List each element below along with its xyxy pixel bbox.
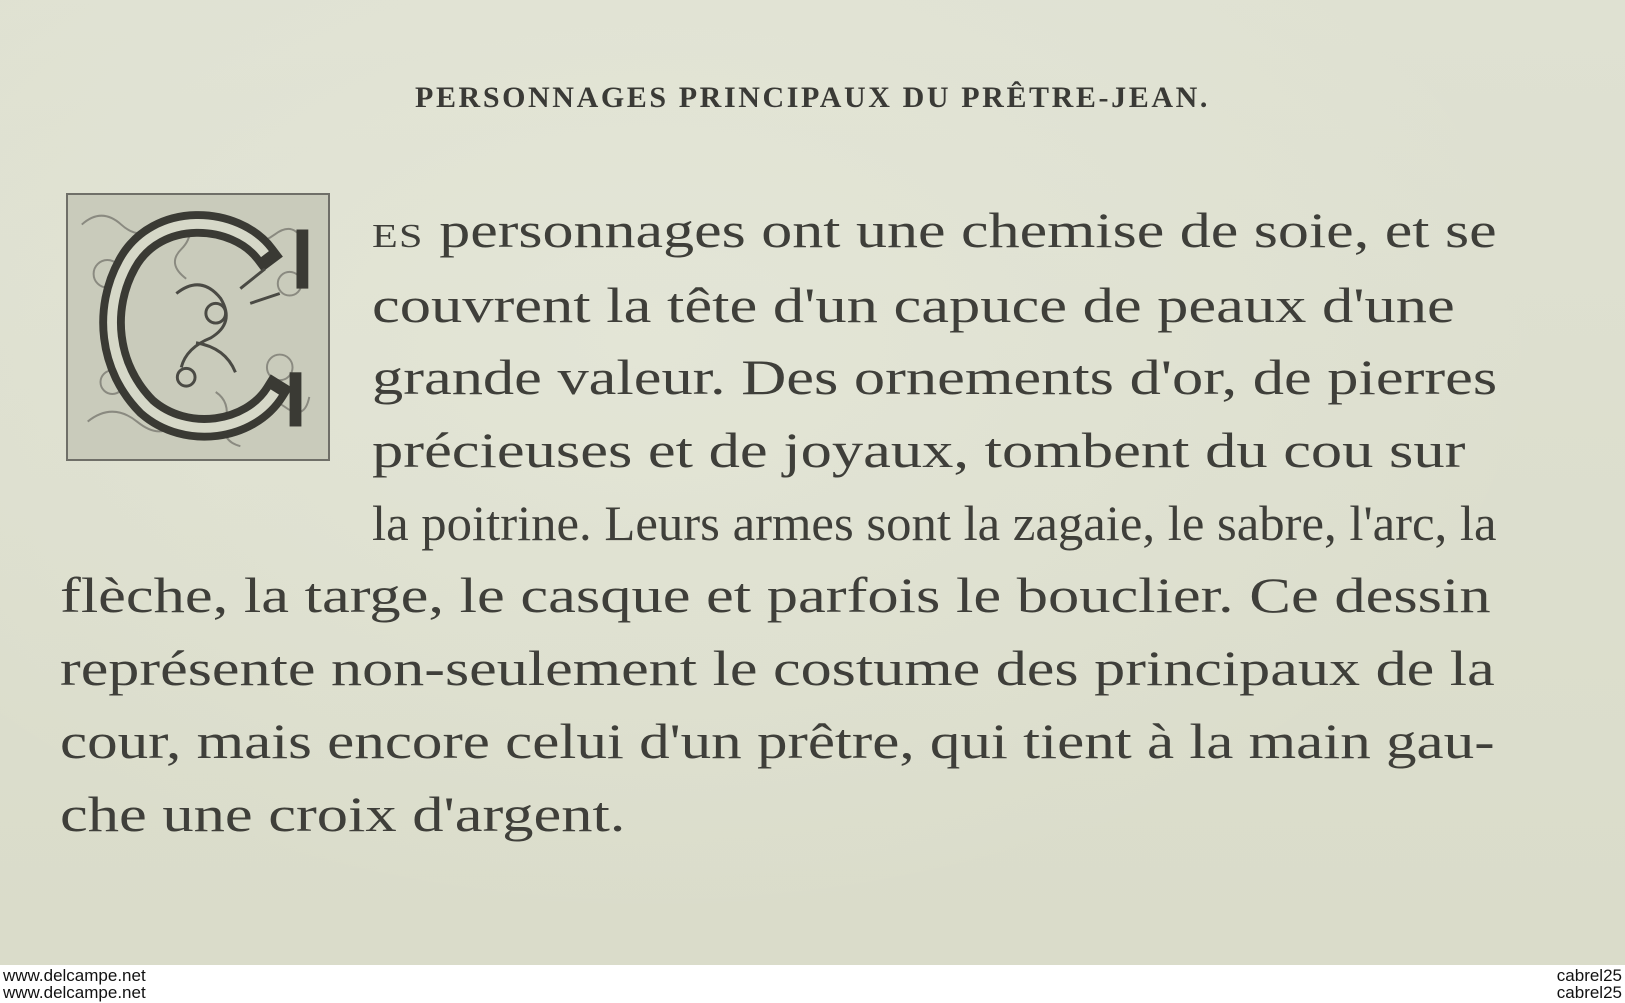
- watermark-site-1: www.delcampe.net: [3, 966, 146, 985]
- text-line-1: [372, 200, 1497, 267]
- first-line-rest: personnages ont une chemise de soie, et se: [423, 202, 1497, 258]
- watermark-site-2: www.delcampe.net: [3, 983, 146, 1002]
- text-line-6: flèche, la targe, le casque et parfois le bouclier. Ce dessin: [60, 567, 1491, 623]
- text-line-3: grande valeur. Des ornements d'or, de pierres: [372, 349, 1498, 405]
- text-line-8: cour, mais encore celui d'un prêtre, qui tient à la main gau-: [60, 713, 1495, 769]
- ornate-letter-c-illustration: [68, 195, 328, 459]
- drop-cap-continuation: ES: [372, 218, 424, 255]
- watermark-seller-1: cabrel25: [1556, 966, 1622, 985]
- page-title: PERSONNAGES PRINCIPAUX DU PRÊTRE-JEAN.: [415, 81, 1210, 114]
- text-line-2: couvrent la tête d'un capuce de peaux d'une: [372, 277, 1455, 333]
- watermark-seller-2: cabrel25: [1556, 983, 1622, 1002]
- text-line-4: précieuses et de joyaux, tombent du cou sur: [372, 422, 1466, 478]
- text-line-5: la poitrine. Leurs armes sont la zagaie, le sabre, l'arc, la: [372, 495, 1497, 551]
- text-line-7: représente non-seulement le costume des principaux de la: [60, 640, 1495, 696]
- text-line-9: che une croix d'argent.: [60, 786, 626, 842]
- ornate-drop-cap: [66, 193, 330, 461]
